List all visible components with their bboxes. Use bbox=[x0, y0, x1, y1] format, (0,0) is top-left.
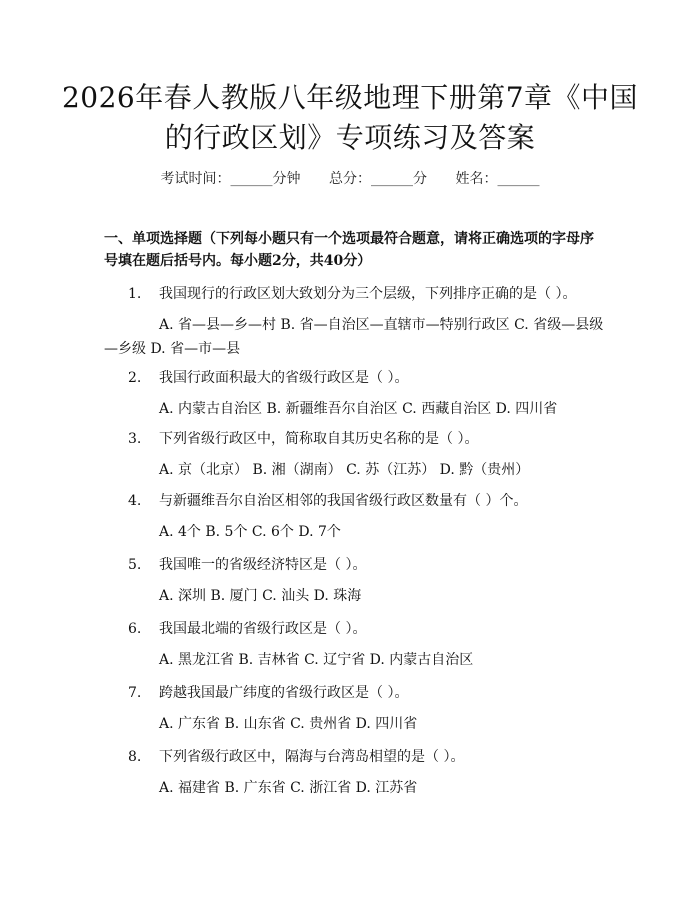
question-number: 5. bbox=[128, 557, 142, 573]
document-title: 2026年春人教版八年级地理下册第7章《中国的行政区划》专项练习及答案 bbox=[61, 81, 639, 154]
question-stem bbox=[104, 283, 604, 305]
question-stem bbox=[104, 490, 604, 512]
question-stem bbox=[104, 618, 604, 640]
question-number: 4. bbox=[128, 493, 142, 509]
question-options: A. 深圳 B. 厦门 C. 汕头 D. 珠海 bbox=[159, 588, 362, 604]
question-number: 7. bbox=[128, 685, 142, 701]
question-text: 我国现行的行政区划大致划分为三个层级，下列排序正确的是（ ）。 bbox=[159, 286, 577, 302]
question-options: A. 4个 B. 5个 C. 6个 D. 7个 bbox=[159, 524, 341, 540]
question-text: 下列省级行政区中，隔海与台湾岛相望的是（ ）。 bbox=[159, 749, 465, 765]
question-text: 跨越我国最广纬度的省级行政区是（ ）。 bbox=[159, 685, 409, 701]
exam-total-score: 总分：______分 bbox=[329, 171, 427, 187]
question-text: 我国行政面积最大的省级行政区是（ ）。 bbox=[159, 370, 409, 386]
question-stem bbox=[104, 428, 604, 450]
question-stem bbox=[104, 682, 604, 704]
question-text: 我国唯一的省级经济特区是（ ）。 bbox=[159, 557, 367, 573]
question-number: 8. bbox=[128, 749, 142, 765]
question-number: 1. bbox=[128, 286, 142, 302]
exam-time: 考试时间：______分钟 bbox=[160, 171, 301, 187]
question-stem bbox=[104, 367, 604, 389]
question-text: 我国最北端的省级行政区是（ ）。 bbox=[159, 621, 367, 637]
question-options: A. 黑龙江省 B. 吉林省 C. 辽宁省 D. 内蒙古自治区 bbox=[159, 652, 474, 668]
question-text: 下列省级行政区中，简称取自其历史名称的是（ ）。 bbox=[159, 431, 479, 447]
question-options: A. 广东省 B. 山东省 C. 贵州省 D. 四川省 bbox=[159, 716, 418, 732]
question-options: A. 省—县—乡—村 B. 省—自治区—直辖市—特别行政区 C. 省级—县级—乡级 D. 省—市—县 bbox=[104, 317, 604, 357]
question-options: A. 京（北京） B. 湘（湖南） C. 苏（江苏） D. 黔（贵州） bbox=[159, 462, 530, 478]
question-number: 3. bbox=[128, 431, 142, 447]
question-number: 6. bbox=[128, 621, 142, 637]
question-text: 与新疆维吾尔自治区相邻的我国省级行政区数量有（ ）个。 bbox=[159, 493, 528, 509]
question-stem bbox=[104, 746, 604, 768]
question-options: A. 福建省 B. 广东省 C. 浙江省 D. 江苏省 bbox=[159, 780, 418, 796]
exam-meta bbox=[0, 168, 700, 188]
question-number: 2. bbox=[128, 370, 142, 386]
question-options: A. 内蒙古自治区 B. 新疆维吾尔自治区 C. 西藏自治区 D. 四川省 bbox=[159, 401, 558, 417]
exam-student-name: 姓名：______ bbox=[455, 171, 540, 187]
question-stem bbox=[104, 554, 604, 576]
section-heading: 一、单项选择题（下列每小题只有一个选项最符合题意，请将正确选项的字母序号填在题后括号内。每小题2分，共40分） bbox=[104, 231, 594, 269]
